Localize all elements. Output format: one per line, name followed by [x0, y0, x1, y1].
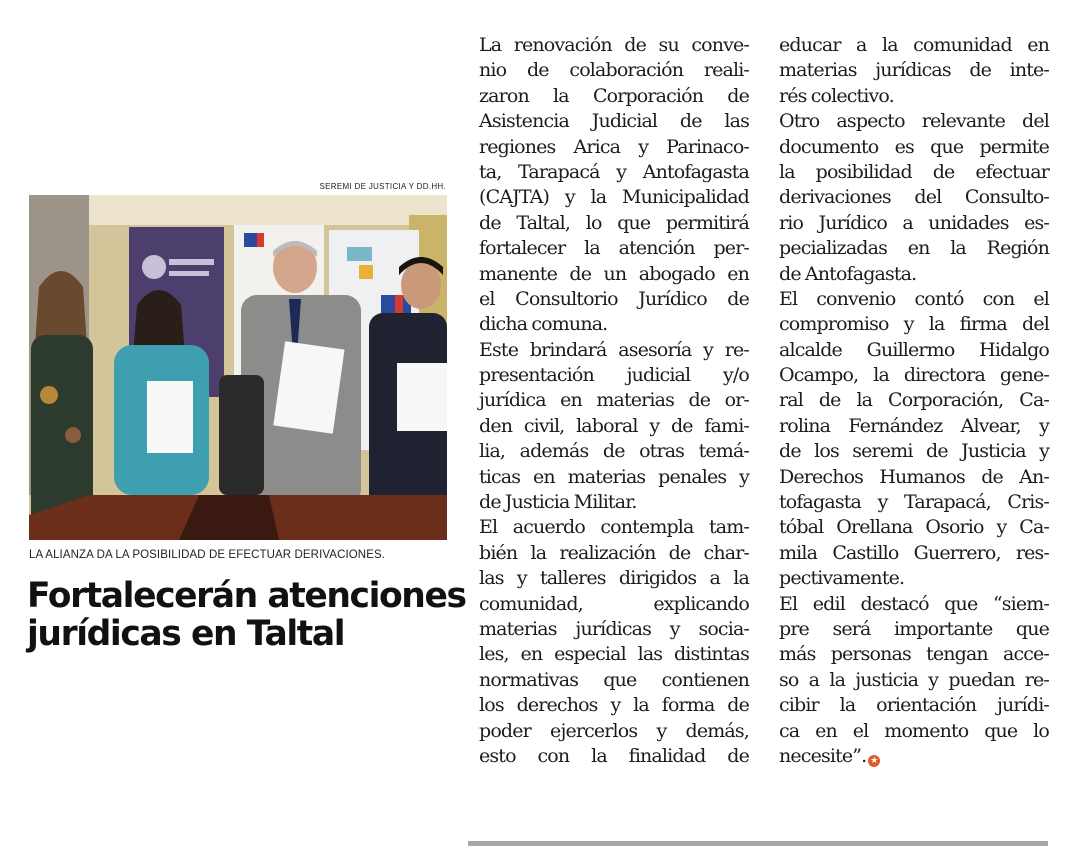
- article-line-last: [779, 744, 1049, 769]
- article-line: El convenio contó con el: [779, 287, 1049, 310]
- article-line: Ocampo, la directora gene-: [779, 364, 1049, 387]
- article-line: fortalecer la atención per-: [479, 237, 749, 260]
- headline: [27, 576, 466, 654]
- article-line: mila Castillo Guerrero, res-: [779, 541, 1049, 564]
- article-line: documento es que permite: [779, 135, 1049, 158]
- article-line: de Antofagasta.: [779, 262, 917, 285]
- article-line: zaron la Corporación de: [479, 84, 749, 107]
- article-line: esto con la finalidad de: [479, 744, 749, 767]
- article-line: poder ejercerlos y demás,: [479, 719, 749, 742]
- article-line: ta, Tarapacá y Antofagasta: [479, 160, 749, 183]
- article-line: de Taltal, lo que permitirá: [479, 211, 749, 234]
- article-line: cibir la orientación jurídi-: [779, 694, 1049, 717]
- article-line: El edil destacó que “siem-: [779, 592, 1049, 615]
- article-line: materias jurídicas y socia-: [479, 617, 749, 640]
- article-line: ticas en materias penales y: [479, 465, 749, 488]
- article-line: Derechos Humanos de An-: [779, 465, 1049, 488]
- article-line: materias jurídicas de inte-: [779, 59, 1049, 82]
- article-line: rolina Fernández Alvear, y: [779, 414, 1049, 437]
- article-line: alcalde Guillermo Hidalgo: [779, 338, 1049, 361]
- article-line: los derechos y la forma de: [479, 694, 749, 717]
- article-line: presentación judicial y/o: [479, 364, 749, 387]
- circle-star-icon: ★: [870, 755, 879, 766]
- article-line: de los seremi de Justicia y: [779, 440, 1049, 463]
- article-line: más personas tengan acce-: [779, 643, 1049, 666]
- article-line: rio Jurídico a unidades es-: [779, 211, 1049, 234]
- article-line: Otro aspecto relevante del: [779, 110, 1049, 133]
- bottom-rule: [468, 841, 1048, 846]
- photo-illustration: [29, 195, 447, 540]
- article-line: rés colectivo.: [779, 84, 894, 107]
- article-line: Asistencia Judicial de las: [479, 110, 749, 133]
- article-line: ral de la Corporación, Ca-: [779, 389, 1049, 412]
- article-line: compromiso y la firma del: [779, 313, 1049, 336]
- article-line: normativas que contienen: [479, 668, 749, 691]
- photo-credit: SEREMI DE JUSTICIA Y DD.HH.: [319, 182, 446, 191]
- article-line: manente de un abogado en: [479, 262, 749, 285]
- article-line: bién la realización de char-: [479, 541, 749, 564]
- article-line: comunidad, explicando: [479, 592, 749, 615]
- article-line: den civil, laboral y de fami-: [479, 414, 749, 437]
- headline-line: jurídicas en Taltal: [27, 614, 345, 654]
- article-line: pecializadas en la Región: [779, 237, 1049, 260]
- article-column-2: [779, 33, 1049, 769]
- article-line: educar a la comunidad en: [779, 34, 1049, 56]
- article-line: tóbal Orellana Osorio y Ca-: [779, 516, 1049, 539]
- article-line: pre será importante que: [779, 617, 1049, 640]
- article-column-1: [479, 33, 749, 769]
- article-line: La renovación de su conve-: [479, 34, 749, 56]
- news-photo: [29, 195, 447, 540]
- article-line: jurídica en materias de or-: [479, 389, 749, 412]
- article-line: tofagasta y Tarapacá, Cris-: [779, 491, 1049, 514]
- article-line: El acuerdo contempla tam-: [479, 516, 749, 539]
- article-line: so a la justicia y puedan re-: [779, 668, 1049, 691]
- article-line: regiones Arica y Parinaco-: [479, 135, 749, 158]
- article-line: nio de colaboración reali-: [479, 59, 749, 82]
- article-line: derivaciones del Consulto-: [779, 186, 1049, 209]
- article-line: las y talleres dirigidos a la: [479, 567, 749, 590]
- photo-caption: LA ALIANZA DA LA POSIBILIDAD DE EFECTUAR DERIVACIONES.: [29, 549, 386, 561]
- article-line: el Consultorio Jurídico de: [479, 287, 749, 310]
- article-line-text: necesite”.: [779, 744, 867, 767]
- article-line: la posibilidad de efectuar: [779, 160, 1049, 183]
- article-line: ca en el momento que lo: [779, 719, 1049, 742]
- article-line: de Justicia Militar.: [479, 491, 637, 514]
- article-line: lia, además de otras temá-: [479, 440, 749, 463]
- article-line: pectivamente.: [779, 567, 905, 590]
- article-line: Este brindará asesoría y re-: [479, 338, 749, 361]
- article-line: (CAJTA) y la Municipalidad: [479, 186, 749, 209]
- article-line: les, en especial las distintas: [479, 643, 749, 666]
- headline-line: Fortalecerán atenciones: [27, 576, 466, 616]
- article-line: dicha comuna.: [479, 313, 608, 336]
